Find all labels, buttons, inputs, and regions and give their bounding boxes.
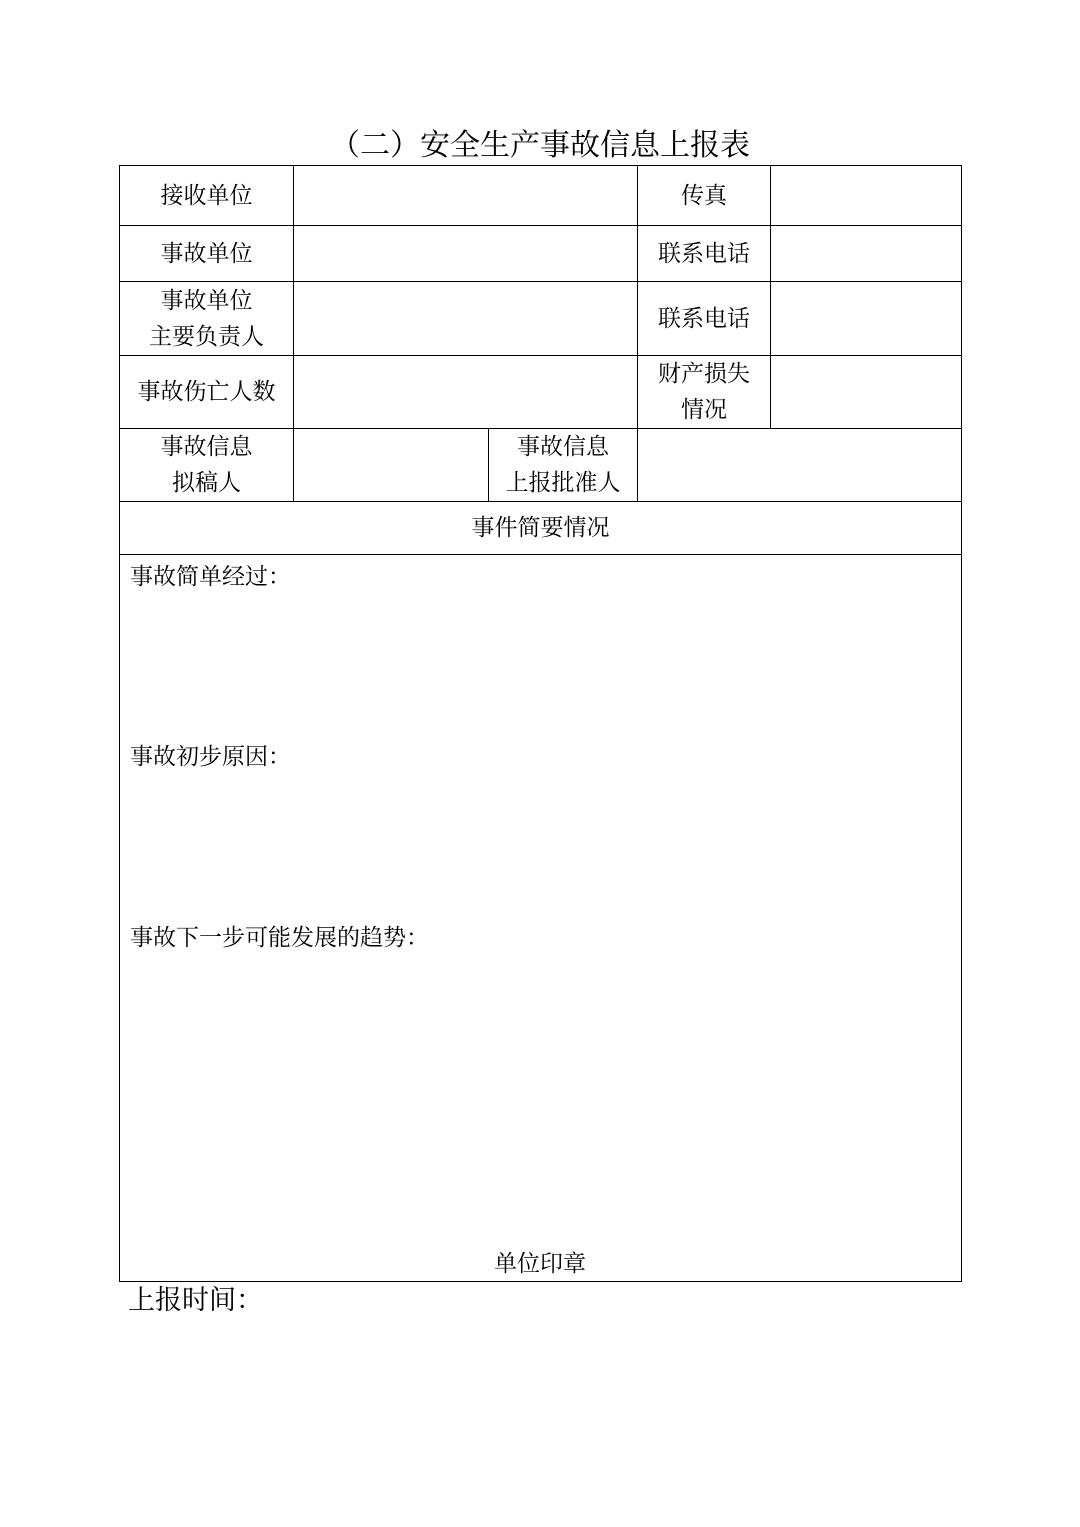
phone-label: 联系电话 [658,305,750,332]
cause-label: 事故初步原因： [130,744,291,770]
report-time-label: 上报时间： [128,1285,263,1316]
drafter-label: 事故信息 拟稿人 [160,434,253,496]
unit-head-label: 事故单位 主要负责人 [149,287,264,350]
fax-field[interactable] [771,166,961,225]
approver-field[interactable] [638,429,961,501]
casualties-label: 事故伤亡人数 [137,379,276,405]
casualties-field[interactable] [294,356,637,428]
process-label: 事故简单经过： [130,564,291,590]
summary-header: 事件简要情况 [471,515,610,541]
accident-unit-label: 事故单位 [160,240,253,267]
phone-field[interactable] [771,226,961,281]
table-border-bottom [119,1281,962,1282]
property-loss-label: 财产损失 情况 [658,361,750,423]
seal-label: 单位印章 [494,1251,586,1277]
fax-label: 传真 [681,182,727,209]
unit-head-field[interactable] [294,282,637,355]
unit-head-phone-field[interactable] [771,282,961,355]
accident-unit-field[interactable] [294,226,637,281]
trend-label: 事故下一步可能发展的趋势： [130,925,429,951]
form-title: （二）安全生产事故信息上报表 [330,128,750,163]
receiver-field[interactable] [294,166,637,225]
phone-label: 联系电话 [658,240,750,267]
receiver-label: 接收单位 [160,182,253,209]
drafter-field[interactable] [294,429,488,501]
property-loss-field[interactable] [771,356,961,428]
table-border-right [961,165,962,1282]
approver-label: 事故信息 上报批准人 [505,434,621,496]
table-row-divider [119,554,962,555]
